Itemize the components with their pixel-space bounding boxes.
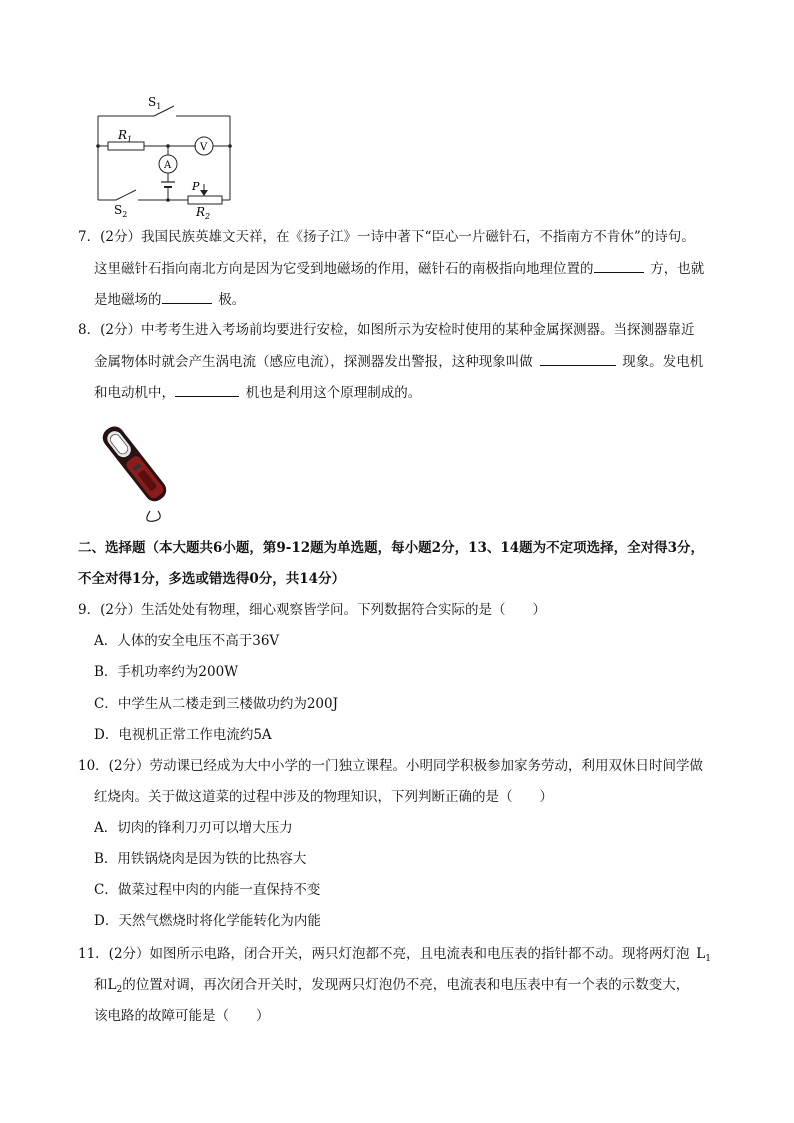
q8-line-2: 金属物体时就会产生涡电流（感应电流），探测器发出警报，这种现象叫做 现象。发电机 <box>94 351 754 372</box>
resistor-r1 <box>108 142 144 150</box>
q10-option-c[interactable]: C．做菜过程中肉的内能一直保持不变 <box>94 882 321 898</box>
voltmeter-label: V <box>200 142 208 153</box>
q11-line-2: 和$L_2$的位置对调，再次闭合开关时，发现两只灯泡仍不亮，电流表和电压表中有一个表的示数变大， <box>94 977 690 995</box>
q8-blank-2[interactable] <box>175 382 239 397</box>
q10-line-1: 10．(2分）劳动课已经成为大中小学的一门独立课程。小明同学积极参加家务劳动，利用双休日时间学做 <box>78 758 704 774</box>
circuit-diagram <box>92 92 242 222</box>
q7-blank-2[interactable] <box>162 289 212 304</box>
q7-line-2: 这里磁针石指向南北方向是因为它受到地磁场的作用，磁针石的南极指向地理位置的 方，也就 <box>94 258 754 279</box>
q8-line-1: 8．(2分）中考考生进入考场前均要进行安检，如图所示为安检时使用的某种金属探测器。当探测器靠近 <box>78 322 695 338</box>
slider-arrow <box>200 190 208 196</box>
q10-line-2: 红烧肉。关于做这道菜的过程中涉及的物理知识，下列判断正确的是（ ） <box>94 789 553 805</box>
switch-s2-blade <box>116 190 136 200</box>
q10-option-b[interactable]: B．用铁锅烧肉是因为铁的比热容大 <box>94 851 307 867</box>
q8-blank-1[interactable] <box>540 351 616 366</box>
q9-stem: 9．(2分）生活处处有物理，细心观察皆学问。下列数据符合实际的是（ ） <box>78 602 546 618</box>
label-r2: $R_2$ <box>196 205 211 221</box>
q11-line-3: 该电路的故障可能是（ ） <box>94 1008 270 1024</box>
q7-line-1: 7．(2分）我国民族英雄文天祥，在《扬子江》一诗中著下“臣心一片磁针石，不指南方不肯休”的诗句。 <box>78 229 695 245</box>
rheostat-r2 <box>188 196 222 204</box>
section-2-heading-line-2: 不全对得1分，多选或错选得0分，共14分） <box>78 571 346 587</box>
q7-line-3: 是地磁场的 极。 <box>94 289 754 310</box>
q9-option-d[interactable]: D．电视机正常工作电流约5A <box>94 727 272 743</box>
q9-option-c[interactable]: C．中学生从二楼走到三楼做功约为200J <box>94 696 339 712</box>
q11-line-1: 11．(2分）如图所示电路，闭合开关，两只灯泡都不亮，且电流表和电压表的指针都不动。现将两灯泡 $L_1$ <box>78 946 711 964</box>
label-s1: $S_1$ <box>148 95 162 111</box>
q10-option-d[interactable]: D．天然气燃烧时将化学能转化为内能 <box>94 913 321 929</box>
metal-detector-image <box>92 415 184 525</box>
label-r1: $R_1$ <box>118 128 133 144</box>
q10-option-a[interactable]: A．切肉的锋利刀刃可以增大压力 <box>94 820 293 836</box>
q9-option-b[interactable]: B．手机功率约为200W <box>94 664 239 680</box>
q7-blank-1[interactable] <box>594 258 644 273</box>
q8-line-3: 和电动机中， 机也是利用这个原理制成的。 <box>94 382 754 403</box>
label-p: P <box>192 180 200 193</box>
label-s2: $S_2$ <box>114 203 128 219</box>
q9-option-a[interactable]: A．人体的安全电压不高于36V <box>94 633 280 649</box>
section-2-heading-line-1: 二、选择题（本大题共6小题，第9-12题为单选题，每小题2分，13、14题为不定项选择，全对得3分， <box>78 540 705 556</box>
ammeter-label: A <box>164 160 172 171</box>
